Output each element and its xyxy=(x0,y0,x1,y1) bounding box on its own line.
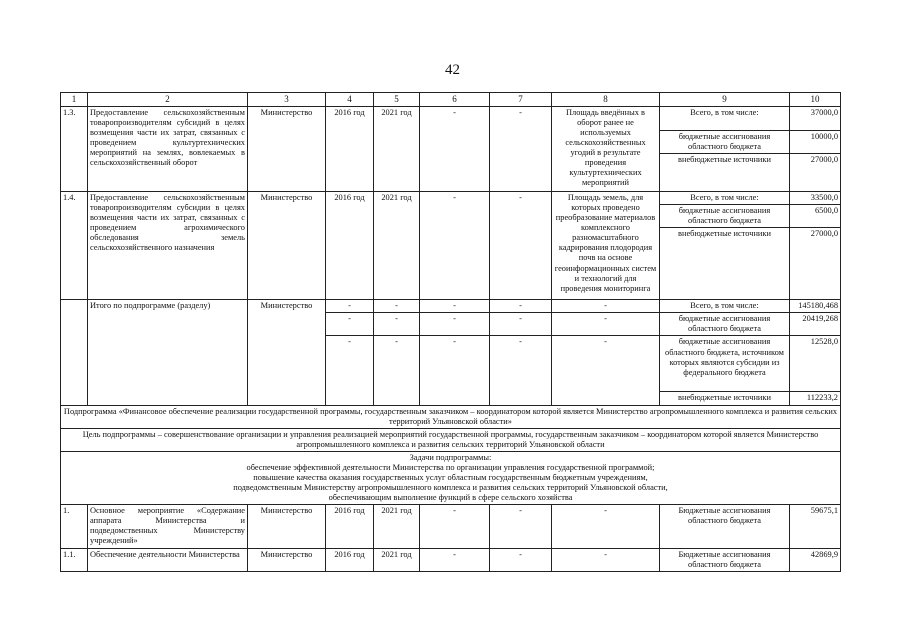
dash-cell: - xyxy=(326,336,374,405)
source-label: внебюджетные источники xyxy=(660,392,790,405)
dash-cell: - xyxy=(552,336,660,405)
table-row xyxy=(61,549,841,572)
total-label: Итого по подпрограмме (разделу) xyxy=(88,300,248,405)
row-number: 1.3. xyxy=(61,106,88,191)
source-label: Всего, в том числе: xyxy=(660,300,790,313)
end-year: 2021 год xyxy=(374,191,420,299)
source-label: бюджетные ассигнования областного бюджета xyxy=(660,130,790,153)
start-year: 2016 год xyxy=(326,191,374,299)
program-table xyxy=(60,92,841,572)
row-number: 1. xyxy=(61,505,88,549)
dash-cell: - xyxy=(552,549,660,572)
source-value: 112233,2 xyxy=(790,392,841,405)
dash-cell: - xyxy=(420,313,490,336)
source-label: внебюджетные источники xyxy=(660,228,790,300)
dash-cell: - xyxy=(552,300,660,313)
row-number xyxy=(61,300,88,405)
dash-cell: - xyxy=(420,106,490,191)
table-row xyxy=(61,191,841,204)
measure-name: Предоставление сельскохозяйственным товаропроизводителям субсидий в целях возмещения части их затрат, связанных с проведением культуртехнических мероприятий на землях, вовлекаемых в сельскохозяйственный оборот xyxy=(88,106,248,191)
dash-cell: - xyxy=(552,313,660,336)
source-value: 145180,468 xyxy=(790,300,841,313)
dash-cell: - xyxy=(374,313,420,336)
end-year: 2021 год xyxy=(374,549,420,572)
dash-cell: - xyxy=(490,549,552,572)
subprogram-title-row xyxy=(61,405,841,428)
source-value: 27000,0 xyxy=(790,153,841,191)
end-year: 2021 год xyxy=(374,505,420,549)
source-label: Всего, в том числе: xyxy=(660,106,790,130)
executor: Министерство xyxy=(248,106,326,191)
source-value: 59675,1 xyxy=(790,505,841,549)
col-header: 2 xyxy=(88,93,248,107)
table-row xyxy=(61,106,841,130)
col-header: 3 xyxy=(248,93,326,107)
source-value: 33500,0 xyxy=(790,191,841,204)
subprogram-goal: Цель подпрограммы – совершенствование организации и управления реализацией мероприятий государственной программы, государственным заказчиком – координатором которой является Министерство агропромышленного комплекса и развития сельских территорий Ульяновской области xyxy=(61,428,841,451)
task-line: обеспечивающим выполнение функций в сфере сельского хозяйства xyxy=(328,493,573,503)
executor: Министерство xyxy=(248,191,326,299)
table-row xyxy=(61,300,841,313)
col-header: 6 xyxy=(420,93,490,107)
task-line: подведомственным Министерству агропромышленного комплекса и развития сельских территорий Ульяновской области, xyxy=(233,483,668,493)
row-number: 1.1. xyxy=(61,549,88,572)
dash-cell: - xyxy=(326,313,374,336)
dash-cell: - xyxy=(490,106,552,191)
indicator: Площадь земель, для которых проведено преобразование материалов комплексного разномасштабного кадрирования плодородия почв на основе геоинформационных систем и технологий для проведения мониторинга xyxy=(552,191,660,299)
source-value: 12528,0 xyxy=(790,336,841,392)
subprogram-tasks xyxy=(61,451,841,504)
start-year: 2016 год xyxy=(326,549,374,572)
table-row xyxy=(61,505,841,549)
source-label: Бюджетные ассигнования областного бюджета xyxy=(660,505,790,549)
col-header: 7 xyxy=(490,93,552,107)
subprogram-title: Подпрограмма «Финансовое обеспечение реализации государственной программы, государственным заказчиком – координатором которой является Министерство агропромышленного комплекса и развития сельских территорий Ульяновской области» xyxy=(61,405,841,428)
task-line: обеспечение эффективной деятельности Министерства по организации управления государственной программой; xyxy=(246,462,655,472)
source-label: Бюджетные ассигнования областного бюджета xyxy=(660,549,790,572)
executor: Министерство xyxy=(248,505,326,549)
subprogram-tasks-row xyxy=(61,451,841,504)
dash-cell: - xyxy=(420,191,490,299)
col-header: 5 xyxy=(374,93,420,107)
measure-name: Основное мероприятие «Содержание аппарата Министерства и подведомственных Министерству учреждений» xyxy=(88,505,248,549)
col-header: 8 xyxy=(552,93,660,107)
dash-cell: - xyxy=(420,300,490,313)
start-year: 2016 год xyxy=(326,106,374,191)
dash-cell: - xyxy=(420,505,490,549)
source-label: Всего, в том числе: xyxy=(660,191,790,204)
dash-cell: - xyxy=(420,549,490,572)
dash-cell: - xyxy=(552,505,660,549)
dash-cell: - xyxy=(374,300,420,313)
dash-cell: - xyxy=(420,336,490,405)
indicator: Площадь введённых в оборот ранее не используемых сельскохозяйственных угодий в результате проведения культуртехнических мероприятий xyxy=(552,106,660,191)
measure-name: Обеспечение деятельности Министерства xyxy=(88,549,248,572)
source-value: 37000,0 xyxy=(790,106,841,130)
tasks-heading: Задачи подпрограммы: xyxy=(409,452,492,462)
source-value: 10000,0 xyxy=(790,130,841,153)
source-value: 27000,0 xyxy=(790,228,841,300)
source-value: 6500,0 xyxy=(790,205,841,228)
measure-name: Предоставление сельскохозяйственным товаропроизводителям субсидии в целях возмещения части их затрат, связанных с проведением агрохимического обследования земель сельскохозяйственного назначения xyxy=(88,191,248,299)
executor: Министерство xyxy=(248,549,326,572)
page-number: 42 xyxy=(445,62,460,78)
dash-cell: - xyxy=(326,300,374,313)
col-header: 9 xyxy=(660,93,790,107)
source-label: внебюджетные источники xyxy=(660,153,790,191)
dash-cell: - xyxy=(490,336,552,405)
source-label: бюджетные ассигнования областного бюджета xyxy=(660,313,790,336)
dash-cell: - xyxy=(490,313,552,336)
source-label: бюджетные ассигнования областного бюджета xyxy=(660,205,790,228)
dash-cell: - xyxy=(490,300,552,313)
dash-cell: - xyxy=(490,191,552,299)
dash-cell: - xyxy=(374,336,420,405)
col-header: 10 xyxy=(790,93,841,107)
start-year: 2016 год xyxy=(326,505,374,549)
source-value: 42869,9 xyxy=(790,549,841,572)
task-line: повышение качества оказания государственных услуг областным государственным бюджетным учреждениям, xyxy=(253,472,648,482)
end-year: 2021 год xyxy=(374,106,420,191)
dash-cell: - xyxy=(490,505,552,549)
col-header: 4 xyxy=(326,93,374,107)
subprogram-goal-row xyxy=(61,428,841,451)
executor: Министерство xyxy=(248,300,326,405)
row-number: 1.4. xyxy=(61,191,88,299)
col-header: 1 xyxy=(61,93,88,107)
source-label: бюджетные ассигнования областного бюджета, источником которых являются субсидии из федерального бюджета xyxy=(660,336,790,392)
source-value: 20419,268 xyxy=(790,313,841,336)
column-number-row xyxy=(61,93,841,107)
